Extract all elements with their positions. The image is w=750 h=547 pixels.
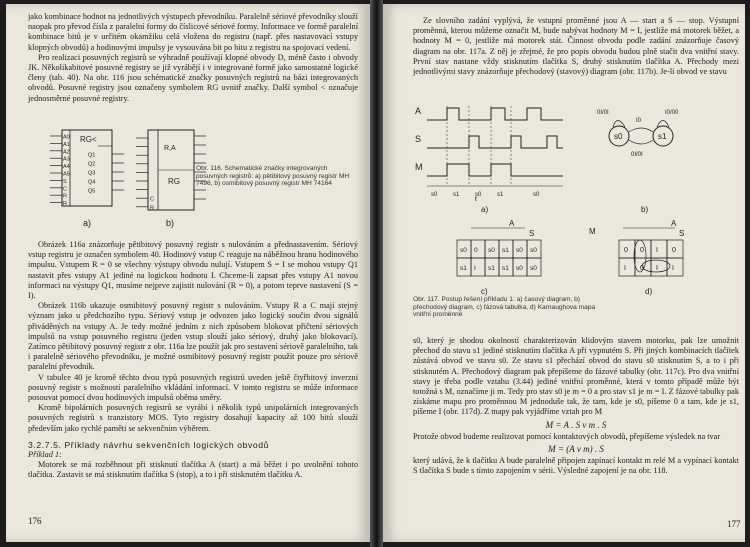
pin-label: Q1 — [88, 152, 96, 159]
figure-117 — [413, 100, 739, 320]
kmap-value: I — [624, 265, 626, 272]
kmap-value: I — [656, 247, 658, 254]
phase-table-value: s0 — [460, 247, 467, 254]
pin-label: C — [150, 196, 154, 203]
pin-label: Q4 — [88, 179, 96, 186]
left-page-number: 176 — [28, 516, 42, 526]
pin-label: Q2 — [88, 161, 96, 168]
pin-label: A4 — [63, 164, 70, 171]
kmap-value: 0 — [640, 265, 644, 272]
shift-register-symbol-a — [50, 130, 124, 228]
figure-117-caption: Obr. 117. Postup řešení příkladu 1: a) časový diagram, b) přechodový diagram, c) fázová tabulka, d) Karnaughova mapa vnitřní proměnné — [413, 296, 596, 319]
left-paragraph-6: Kromě bipolárních posuvných registrů se vyrábí i několik typů unipolárních integrovaných posuvných registrů s tranzistory MOS. Tyto registry dosahují kapacity až 100 bitů slouží především jako rychlé paměti se sekvenčním výběrem. — [28, 403, 358, 433]
kmap-label-m: M — [589, 227, 596, 236]
signal-label-m: M — [415, 162, 423, 172]
kmap-cell — [667, 258, 683, 276]
arc-label-3: 0I/0I — [631, 152, 643, 158]
box-b-sub: R,A — [164, 145, 176, 152]
pin-label: A1 — [63, 141, 70, 148]
kmap-value: 0 — [640, 247, 644, 254]
state-label: s0 — [475, 192, 482, 198]
phase-table-value: s1 — [488, 265, 495, 272]
formula-2: M = (A v m) . S — [548, 444, 604, 455]
book-gutter — [370, 0, 383, 547]
box-a-title: RG< — [80, 135, 97, 144]
left-column-top — [28, 12, 358, 104]
kmap-label-s: S — [679, 229, 685, 238]
left-page — [6, 4, 370, 542]
pin-label: A2 — [63, 149, 70, 156]
kmap-cell — [651, 240, 667, 258]
right-paragraph-4: který udává, že k tlačítku A bude paralelně připojen zapínací kontakt m relé M a vypínací kontakt S tlačítka S bude s tímto zapojením v sérii. Výsledné zapojení je na obr. 118. — [413, 456, 739, 476]
arc-label-4: I0/00 — [665, 110, 679, 116]
state-label: s0 — [431, 192, 438, 198]
kmap-value: I — [656, 265, 658, 272]
pin-label: A0 — [63, 134, 70, 141]
right-page-number: 177 — [727, 519, 741, 529]
table-header-a: A — [509, 219, 515, 228]
left-paragraph-top: jako kombinace hodnot na jednotlivých výstupech převodníku. Paralelně sériové převodníky slouží naopak pro převod čísla z paralelní formy do číslicové sériové formy. Informace ve formě paralelní kombinace bitů je v určitém okamžiku celá vložena do registru (např. přes nastavovací vstupy klopných obvodů) a hodinovými impulsy je vysouvána bit po bitu z registru na spojovací vedení. — [28, 12, 358, 52]
left-paragraph-3: Obrázek 116a znázorňuje pětibitový posuvný registr s nulováním a přednastavením. Sériový vstup registru je označen symbolem 40. Hodinový vstup C reaguje na náběžnou hranu hodinového impulsu. Vstupem R = 0 se všechny výstupy obvodu nulují. Vstupem S = I se mohou vstupy Q1 nastavit přes vstupy A1 jediné na logickou hodnotu I. Chceme-li zapsat přes vstupy A1 novou informaci na výstupy Q1, musíme nejprve zajistit nulování (R = 0), a potom teprve nastavení (S = I). — [28, 240, 358, 301]
phase-table-value: s1 — [502, 265, 509, 272]
time-axis-label: t — [475, 196, 477, 203]
phase-table-value: s0 — [530, 265, 537, 272]
kmap-cell — [619, 258, 635, 276]
kmap-value: 0 — [672, 247, 676, 254]
timing-diagram — [415, 106, 563, 214]
arc-label-2: I0 — [636, 118, 642, 124]
state-diagram — [597, 110, 679, 214]
figure-116-label-b: b) — [166, 218, 175, 228]
pin-label: R — [150, 205, 154, 212]
left-paragraph-4: Obrázek 116b ukazuje osmibitový posuvný registr s nulováním. Vstupy R a C mají stejný význam jako u předchozího typu. Sériový vstup je odvozen jako logický součin dvou signálů přiváděných na vstupy A. Je tedy možné jedním z nich způsobem blokovat přičtení sériových impulsů na vstup posuvného registru (jeden vstup slouží jako sériový, druhý jako blokovací). Zatímco pětibitový posuvný registr z obr. 116a lze použít jak pro sestavení sériově paralelního, tak i paralelně sériového převodníku, je možné osmibitový posuvný registr použít pouze pro sériově paralelní převodník. — [28, 301, 358, 372]
right-paragraph-top: Ze slovního zadání vyplývá, že vstupní proměnné jsou A — start a S — stop. Výstupní proměnná, kterou můžeme označit M, bude nabývat hodnoty M = I, jestliže má motorek běžet, a hodnoty M = 0, jestliže má motorek stát. Činnost obvodu podle zadání znázorňuje časový diagram na obr. 117a. Z něj je zřejmé, že pro popis obvodu budou plně stačit dva vnitřní stavy. První stav nastane vždy stisknutím tlačítka S, druhý stisknutím tlačítka A. Přechody mezi jednotlivými stavy znázorňuje přechodový (stavový) diagram (obr. 117b). Je-li obvod ve stavu — [413, 16, 739, 77]
karnaugh-map — [589, 219, 684, 296]
right-column-bottom — [413, 336, 739, 477]
phase-table-value: s1 — [502, 247, 509, 254]
formula-1: M = A . S v m . S — [545, 419, 607, 430]
right-paragraph-3: Protože obvod budeme realizovat pomocí kontaktových obvodů, přepíšeme výsledek na tvar — [413, 431, 721, 441]
pin-label: R — [63, 201, 67, 208]
signal-label-a: A — [415, 106, 422, 116]
right-paragraph-2: s0, který je shodou okolností charakterizován klidovým stavem motorku, pak lze umožnit přechod do stavu s1 jediné stisknutím tlačítka A při vypnutém S. Při jiných kombinacích tlačítek zůstává obvod ve stavu s0. Ze stavu s1 přechází obvod do stavu s0 stisknutím S, a to i při stisknutém A. Přechodový diagram pak přepíšeme do fázové tabulky (obr. 117c). Pro dva vnitřní stavy je třeba podle vztahu (3.44) jediné vnitřní proměnné, která v tomto případě může být totožná s M, označíme ji m. Tedy pro stav s0 je m = 0 a pro stav s1 je m = I. Z fázové tabulky pak získáme mapu pro proměnnou M jednoduše tak, že tam, kde je s0, píšeme 0 a tam, kde je s1, píšeme I (obr. 117d). Z mapy pak vyjádříme vztah pro M — [413, 336, 739, 417]
kmap-cell — [651, 258, 667, 276]
pin-label: R — [63, 193, 67, 200]
figure-117-label-c: c) — [481, 287, 488, 296]
left-paragraph-5: V tabulce 40 je kromě těchto dvou typů posuvných registrů uveden ještě čtyřbitový inverzní posuvný registr s možností paralelního vkládání informací. V tomto registru se může informace posouvat pomocí dvou hodinových impulsů oběma směry. — [28, 372, 358, 403]
arc-label-1: 0I/0I — [597, 110, 609, 116]
state-node-s0: s0 — [614, 132, 623, 141]
state-label: s0 — [533, 192, 540, 198]
pin-label: A5 — [63, 171, 70, 178]
left-paragraph-2: Pro realizaci posuvných registrů se výhradně používají klopné obvody D, méně často i obvody JK. Několikabitové posuvné registry se již vyrábějí i v integrované formě jako samostatné logické členy (tab. 40). Na obr. 116 jsou schématické značky posuvných registrů na bázi integrovaných obvodů. Posuvné registry jsou označeny symbolem RG uvnitř značky. Další symbol < označuje jednosměrné posuvné registry. — [28, 52, 358, 103]
kmap-label-a: A — [671, 219, 677, 228]
pin-label: Q3 — [88, 170, 96, 177]
figure-116-caption: Obr. 116. Schematické značky integrovaných posuvných registrů: a) pětibitový posuvný registr MH 7496, b) osmibitový posuvný registr MH 74164 — [196, 165, 350, 188]
section-title: 3.2.7.5. Příklady návrhu sekvenčních logických obvodů — [28, 439, 270, 450]
signal-label-s: S — [415, 134, 422, 144]
phase-table-value: s1 — [460, 265, 467, 272]
table-header-s: S — [529, 229, 535, 238]
pin-label: A3 — [63, 156, 70, 163]
figure-117-label-a: a) — [481, 205, 489, 214]
pin-label: C — [63, 186, 67, 193]
right-column-top — [413, 16, 739, 77]
right-page — [383, 4, 745, 542]
left-column-bottom — [28, 240, 358, 481]
state-node-s1: s1 — [658, 132, 667, 141]
pin-label: S — [63, 178, 67, 185]
example-title: Příklad 1: — [28, 450, 62, 460]
figure-117-label-d: d) — [645, 287, 653, 296]
phase-table — [457, 219, 541, 296]
phase-table-value: s0 — [516, 265, 523, 272]
figure-117-label-b: b) — [641, 205, 649, 214]
kmap-value: 0 — [624, 247, 628, 254]
figure-116-label-a: a) — [83, 218, 92, 228]
kmap-value: I — [672, 265, 674, 272]
phase-table-value: s0 — [530, 247, 537, 254]
box-b-title: RG — [168, 177, 180, 186]
pin-label: Q5 — [88, 188, 96, 195]
phase-table-value: I — [474, 265, 476, 272]
phase-table-value: s0 — [488, 247, 495, 254]
phase-table-value: 0 — [474, 247, 478, 254]
state-label: s1 — [453, 192, 460, 198]
phase-table-value: s0 — [516, 247, 523, 254]
state-label: s1 — [497, 192, 504, 198]
left-paragraph-7: Motorek se má rozběhnout při stisknutí tlačítka A (start) a má běžet i po uvolnění tohoto tlačítka. Zastavit se má stisknutím tlačítka S (stop), a to i při stisknutém tlačítku A. — [28, 460, 358, 480]
